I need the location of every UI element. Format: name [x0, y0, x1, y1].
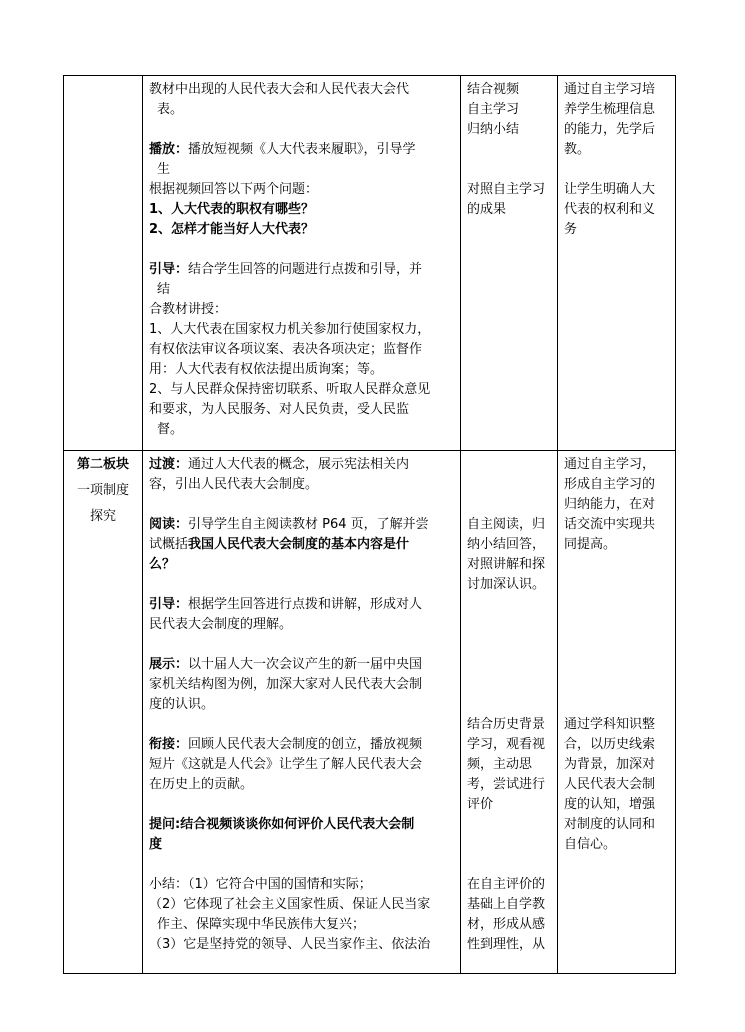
stage-cell: [64, 451, 143, 974]
show-label: 展示：: [149, 657, 189, 672]
text-line: 合，以历史线索: [564, 737, 656, 752]
text-line: 人民代表大会制: [564, 777, 656, 792]
text-line: 归纳小结: [467, 122, 520, 137]
text-line: 表。: [157, 102, 184, 117]
question-2: 2、怎样才能当好人大代表？: [149, 222, 315, 237]
text-line: 作主、保障实现中华民族伟大复兴；: [157, 917, 366, 932]
section-subtitle: 一项制度: [76, 483, 129, 498]
text-span: 结合视频谈谈你如何评价人民代表大会制: [180, 817, 415, 832]
text-line: 频，主动思: [467, 757, 533, 772]
guide-label: 引导：: [149, 597, 189, 612]
text-line: 督。: [157, 422, 184, 437]
text-line: 为背景，加深对: [564, 757, 656, 772]
text-line: 1、人大代表在国家权力机关参加行使国家权力，: [149, 322, 431, 337]
text-line: 在自主评价的: [467, 877, 546, 892]
text-line: 短片《这就是人代会》让学生了解人民代表大会: [149, 757, 423, 772]
text-line: 对照自主学习: [467, 182, 546, 197]
text-span: 结合学生回答的问题进行点拨和引导，并: [188, 262, 423, 277]
guide-paragraph: [149, 260, 454, 280]
text-span: 引导学生自主阅读教材 P64 页，了解并尝: [188, 517, 429, 532]
teacher-activity-cell: [143, 76, 461, 451]
text-line: 根据视频回答以下两个问题：: [149, 182, 319, 197]
table-row: [64, 451, 676, 974]
link-paragraph: [149, 735, 454, 755]
text-line: 同提高。: [564, 537, 617, 552]
text-line: 务: [564, 222, 578, 237]
text-line: 材，形成从感: [467, 917, 546, 932]
text-line: 用：人大代表有权依法提出质询案；等。: [149, 362, 384, 377]
read-paragraph: [149, 515, 454, 535]
text-line: 的成果: [467, 202, 507, 217]
text-line: 评价: [467, 797, 494, 812]
text-line: 结: [157, 282, 171, 297]
text-line: （2）它体现了社会主义国家性质、保证人民当家: [149, 897, 431, 912]
transition-label: 过渡：: [149, 457, 189, 472]
text-span: 以十届人大一次会议产生的新一届中央国: [188, 657, 423, 672]
read-line: [149, 535, 454, 555]
text-line: 自主学习: [467, 102, 520, 117]
text-line: 教。: [564, 142, 591, 157]
play-label: 播放：: [149, 142, 189, 157]
text-line: 对制度的认同和: [564, 817, 656, 832]
section-subtitle: 探究: [89, 509, 116, 524]
ask-paragraph: [149, 815, 454, 835]
play-paragraph: [149, 140, 454, 160]
stage-cell: [64, 76, 143, 451]
text-line: 教材中出现的人民代表大会和人民代表大会代: [149, 82, 410, 97]
text-line: 通过自主学习培: [564, 82, 656, 97]
text-line: 的能力，先学后: [564, 122, 656, 137]
question-1: 1、人大代表的职权有哪些？: [149, 202, 315, 217]
text-line: 自信心。: [564, 837, 617, 852]
table-row: [64, 76, 676, 451]
text-line: 自主阅读，归: [467, 517, 546, 532]
text-span: 回顾人民代表大会制度的创立，播放视频: [188, 737, 423, 752]
text-span: 通过人大代表的概念，展示宪法相关内: [188, 457, 410, 472]
text-line: 和要求，为人民服务、对人民负责，受人民监: [149, 402, 410, 417]
text-line: 在历史上的贡献。: [149, 777, 254, 792]
text-line: 度的认识。: [149, 697, 215, 712]
text-span: 播放短视频《人大代表来履职》，引导学: [188, 142, 416, 157]
design-intent-cell: [558, 451, 676, 974]
bold-span: 我国人民代表大会制度的基本内容是什: [188, 537, 410, 552]
transition-paragraph: [149, 455, 454, 475]
text-line: 代表的权利和义: [564, 202, 656, 217]
text-line: 小结：（1）它符合中国的国情和实际；: [149, 877, 372, 892]
text-line: 通过学科知识整: [564, 717, 656, 732]
text-line: 考，尝试进行: [467, 777, 546, 792]
text-line: 纳小结回答，: [467, 537, 546, 552]
text-line: 合教材讲授：: [149, 302, 228, 317]
text-line: 归纳能力，在对: [564, 497, 656, 512]
student-activity-cell: [461, 76, 558, 451]
text-line: 2、与人民群众保持密切联系、听取人民群众意见: [149, 382, 431, 397]
text-line: 结合视频: [467, 82, 520, 97]
teacher-activity-cell: [143, 451, 461, 974]
text-line: 容，引出人民代表大会制度。: [149, 477, 319, 492]
text-line: 话交流中实现共: [564, 517, 656, 532]
text-span: 试概括: [149, 537, 189, 552]
text-line: 么？: [149, 557, 176, 572]
text-line: 生: [157, 162, 171, 177]
text-line: 结合历史背景: [467, 717, 546, 732]
text-line: 通过自主学习，: [564, 457, 656, 472]
lesson-plan-table: [63, 75, 676, 974]
text-line: 度: [149, 837, 163, 852]
text-line: 基础上自学教: [467, 897, 546, 912]
text-line: 让学生明确人大: [564, 182, 656, 197]
text-line: 性到理性，从: [467, 937, 546, 952]
link-label: 衔接：: [149, 737, 189, 752]
ask-label: 提问:: [149, 817, 181, 832]
design-intent-cell: [558, 76, 676, 451]
text-line: 学习，观看视: [467, 737, 546, 752]
show-paragraph: [149, 655, 454, 675]
guide-label: 引导：: [149, 262, 189, 277]
text-line: 民代表大会制度的理解。: [149, 617, 293, 632]
section-title: 第二板块: [76, 457, 129, 472]
guide-paragraph: [149, 595, 454, 615]
text-line: （3）它是坚持党的领导、人民当家作主、依法治: [149, 937, 431, 952]
text-line: 养学生梳理信息: [564, 102, 656, 117]
read-label: 阅读：: [149, 517, 189, 532]
text-span: 根据学生回答进行点拨和讲解，形成对人: [188, 597, 423, 612]
text-line: 对照讲解和探: [467, 557, 546, 572]
text-line: 度的认知，增强: [564, 797, 656, 812]
student-activity-cell: [461, 451, 558, 974]
text-line: 家机关结构图为例，加深大家对人民代表大会制: [149, 677, 423, 692]
text-line: 形成自主学习的: [564, 477, 656, 492]
text-line: 讨加深认识。: [467, 577, 546, 592]
text-line: 有权依法审议各项议案、表决各项决定；监督作: [149, 342, 423, 357]
